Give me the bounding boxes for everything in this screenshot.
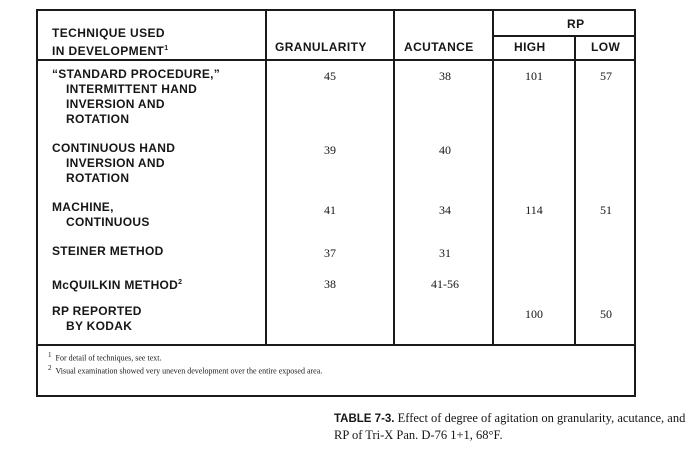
caption-text: Effect of degree of agitation on granularity, acutance, and RP of Tri-X Pan. D-76 1+1, 68°F. xyxy=(334,411,686,442)
footnote-mark: 1 xyxy=(48,351,52,359)
technique-cell xyxy=(52,244,164,259)
rp-high-value: 100 xyxy=(525,307,543,321)
technique-line: INTERMITTENT HAND xyxy=(66,82,198,96)
technique-header xyxy=(52,26,169,59)
footnote-ref: 2 xyxy=(178,279,183,286)
footnote-rule xyxy=(36,344,636,346)
technique-header-line2: IN DEVELOPMENT xyxy=(52,44,165,58)
technique-line: INVERSION AND xyxy=(66,97,165,111)
technique-line: STEINER METHOD xyxy=(52,244,164,258)
granularity-value: 45 xyxy=(324,69,336,83)
technique-cell xyxy=(52,304,142,334)
granularity-value: 38 xyxy=(324,277,336,291)
technique-line: MACHINE, xyxy=(52,200,114,214)
caption-label: TABLE 7-3. xyxy=(334,413,395,425)
acutance-value: 41-56 xyxy=(431,277,459,291)
technique-header-line1: TECHNIQUE USED xyxy=(52,26,165,40)
table-caption xyxy=(334,410,694,443)
granularity-header: GRANULARITY xyxy=(275,40,367,54)
acutance-value: 31 xyxy=(439,246,451,260)
rp-low-value: 50 xyxy=(600,307,612,321)
rp-low-value: 51 xyxy=(600,203,612,217)
technique-cell xyxy=(52,275,182,293)
technique-line: “STANDARD PROCEDURE,” xyxy=(52,67,221,81)
granularity-value: 37 xyxy=(324,246,336,260)
rp-high-value: 114 xyxy=(525,203,543,217)
technique-cell xyxy=(52,141,175,186)
granularity-value: 41 xyxy=(324,203,336,217)
header-rule xyxy=(36,59,636,61)
rp-high-header: HIGH xyxy=(514,40,546,54)
technique-cell xyxy=(52,67,220,127)
technique-line: BY KODAK xyxy=(66,319,133,333)
footnote-mark: 2 xyxy=(48,364,52,372)
technique-line: INVERSION AND xyxy=(66,156,165,170)
rp-high-value: 101 xyxy=(525,69,543,83)
rp-low-value: 57 xyxy=(600,69,612,83)
technique-line: CONTINUOUS xyxy=(66,215,150,229)
technique-line: ROTATION xyxy=(66,171,130,185)
granularity-value: 39 xyxy=(324,143,336,157)
rp-low-header: LOW xyxy=(591,40,621,54)
footnote-text: For detail of techniques, see text. xyxy=(55,353,162,363)
rp-header: RP xyxy=(567,17,585,31)
rp-header-rule xyxy=(492,35,636,37)
technique-line: CONTINUOUS HAND xyxy=(52,141,176,155)
footnote-text: Visual examination showed very uneven development over the entire exposed area. xyxy=(55,366,323,376)
acutance-value: 40 xyxy=(439,143,451,157)
technique-line: RP REPORTED xyxy=(52,304,142,318)
footnote xyxy=(48,350,161,364)
acutance-value: 34 xyxy=(439,203,451,217)
technique-cell xyxy=(52,200,150,230)
technique-line: McQUILKIN METHOD xyxy=(52,278,179,292)
footnote xyxy=(48,363,418,377)
footnote-ref: 1 xyxy=(164,45,169,52)
acutance-value: 38 xyxy=(439,69,451,83)
acutance-header: ACUTANCE xyxy=(404,40,474,54)
technique-line: ROTATION xyxy=(66,112,130,126)
